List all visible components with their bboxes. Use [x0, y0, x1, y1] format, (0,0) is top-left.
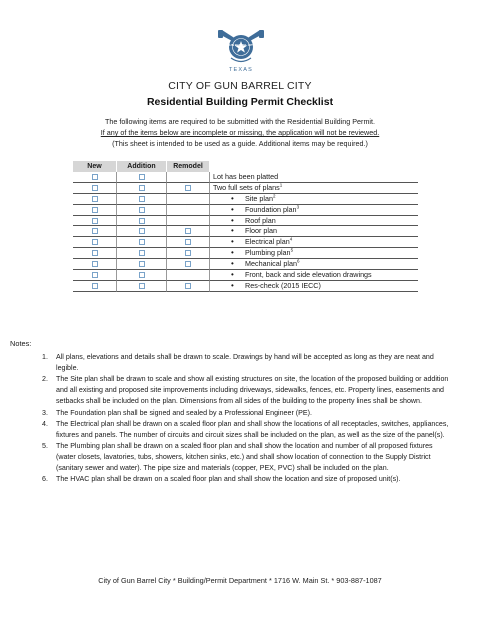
addition-checkbox[interactable] — [139, 239, 145, 245]
item-label: Front, back and side elevation drawings — [245, 270, 372, 280]
col-add-cell — [117, 281, 167, 292]
footnote-ref: 5 — [290, 247, 294, 253]
footnote-ref: 1 — [279, 182, 283, 188]
note-item — [42, 408, 452, 419]
checklist-row — [73, 248, 418, 259]
checklist-item-text — [210, 183, 418, 194]
checklist-item-text — [210, 205, 418, 216]
checklist-row — [73, 194, 418, 205]
addition-checkbox[interactable] — [139, 283, 145, 289]
intro-line-3: (This sheet is intended to be used as a guide. Additional items may be required.) — [112, 139, 368, 149]
new-checkbox[interactable] — [92, 283, 98, 289]
note-text: The Site plan shall be drawn to scale and show all existing structures on site, the location of the proposed building or addition and all existing and proposed site improvements including driveways, sidewalks, fences, etc. Property lines, easements and setbacks shall be included on the plan. Dimensions from all sides of the building to the property lines shall be shown. — [56, 375, 449, 406]
header-addition: Addition — [117, 161, 167, 172]
city-name: CITY OF GUN BARREL CITY — [168, 80, 312, 92]
header-description — [210, 161, 418, 172]
note-number: 6. — [42, 475, 48, 484]
item-label: Floor plan — [245, 226, 277, 236]
new-checkbox[interactable] — [92, 272, 98, 278]
footnote-ref: 3 — [296, 204, 300, 210]
remodel-checkbox[interactable] — [185, 261, 191, 267]
note-number: 2. — [42, 375, 48, 384]
notes-list — [42, 352, 452, 486]
new-checkbox[interactable] — [92, 207, 98, 213]
intro-text — [0, 116, 480, 150]
col-new-cell — [73, 194, 117, 205]
new-checkbox[interactable] — [92, 228, 98, 234]
note-number: 1. — [42, 353, 48, 361]
col-rem-cell — [167, 194, 210, 205]
note-text: The Plumbing plan shall be drawn on a scaled floor plan and shall show the location and number of all proposed fixtures (water closets, lavatories, tubs, showers, kitchen sinks, etc.) and shall show location of connection to the Supply District (sanitary sewer and water). The pipe size and materials (copper, PEX, PVC) shall be included on the plan. — [56, 442, 433, 473]
col-rem-cell — [167, 216, 210, 227]
col-new-cell — [73, 237, 117, 248]
checklist-item-text — [210, 172, 418, 183]
addition-checkbox[interactable] — [139, 196, 145, 202]
new-checkbox[interactable] — [92, 174, 98, 180]
item-label: Two full sets of plans — [213, 182, 280, 192]
permit-checklist — [73, 161, 418, 292]
header-new: New — [73, 161, 117, 172]
note-item — [42, 419, 452, 441]
remodel-checkbox[interactable] — [185, 228, 191, 234]
footnote-ref: 4 — [289, 236, 293, 242]
col-rem-cell — [167, 205, 210, 216]
addition-checkbox[interactable] — [139, 250, 145, 256]
col-add-cell — [117, 216, 167, 227]
checklist-item-text — [210, 281, 418, 292]
item-label: Mechanical plan — [245, 259, 297, 269]
note-number: 4. — [42, 419, 48, 428]
addition-checkbox[interactable] — [139, 218, 145, 224]
checklist-row — [73, 259, 418, 270]
intro-line-2: If any of the items below are incomplete or missing, the application will not be reviewed. — [100, 128, 380, 138]
new-checkbox[interactable] — [92, 185, 98, 191]
item-label: Roof plan — [245, 215, 276, 225]
checklist-item-text — [210, 194, 418, 205]
item-label: Electrical plan — [245, 237, 290, 247]
remodel-checkbox[interactable] — [185, 239, 191, 245]
checklist-row — [73, 216, 418, 227]
col-add-cell — [117, 205, 167, 216]
svg-text:TEXAS: TEXAS — [228, 67, 254, 73]
new-checkbox[interactable] — [92, 250, 98, 256]
checklist-rows — [73, 172, 418, 292]
checklist-row — [73, 205, 418, 216]
note-text: The HVAC plan shall be drawn on a scaled floor plan and shall show the location and size of proposed unit(s). — [56, 475, 401, 484]
remodel-checkbox[interactable] — [185, 185, 191, 191]
addition-checkbox[interactable] — [139, 185, 145, 191]
col-rem-cell — [167, 237, 210, 248]
intro-line-1: The following items are required to be submitted with the Residential Building Permit. — [104, 117, 376, 126]
footer-contact: City of Gun Barrel City * Building/Permit Department * 1716 W. Main St. * 903-887-1087 — [98, 576, 382, 585]
addition-checkbox[interactable] — [139, 261, 145, 267]
checklist-row — [73, 226, 418, 237]
item-label: Foundation plan — [245, 204, 297, 214]
col-add-cell — [117, 270, 167, 281]
col-rem-cell — [167, 270, 210, 281]
col-rem-cell — [167, 226, 210, 237]
item-label: Lot has been platted — [213, 172, 279, 181]
col-new-cell — [73, 259, 117, 270]
col-new-cell — [73, 281, 117, 292]
city-seal-icon — [216, 20, 266, 76]
note-item — [42, 352, 452, 374]
header-remodel: Remodel — [167, 161, 210, 172]
note-text: The Electrical plan shall be drawn on a scaled floor plan and shall show the locations of all receptacles, switches, appliances, fixtures and panels. The number of circuits and circuit sizes shall be included on the plan, as well as the size of the panel(s). — [56, 419, 449, 439]
col-rem-cell — [167, 281, 210, 292]
col-add-cell — [117, 194, 167, 205]
checklist-row — [73, 281, 418, 292]
checklist-row — [73, 270, 418, 281]
col-new-cell — [73, 226, 117, 237]
col-rem-cell — [167, 172, 210, 183]
logo-text-top: GUN BARREL CITY — [227, 43, 255, 47]
footnote-ref: 2 — [272, 193, 276, 199]
note-text: All plans, elevations and details shall be drawn to scale. Drawings by hand will be accepted as long as they are neat and legible. — [56, 353, 434, 372]
checklist-header — [73, 161, 418, 172]
col-new-cell — [73, 205, 117, 216]
col-new-cell — [73, 216, 117, 227]
col-add-cell — [117, 226, 167, 237]
col-rem-cell — [167, 259, 210, 270]
remodel-checkbox[interactable] — [185, 283, 191, 289]
addition-checkbox[interactable] — [139, 174, 145, 180]
note-item — [42, 441, 452, 474]
notes-label: Notes: — [10, 339, 32, 348]
checklist-row — [73, 183, 418, 194]
note-number: 3. — [42, 408, 48, 417]
col-add-cell — [117, 172, 167, 183]
checklist-item-text — [210, 270, 418, 281]
checklist-item-text — [210, 259, 418, 270]
checklist-item-text — [210, 226, 418, 237]
col-new-cell — [73, 270, 117, 281]
addition-checkbox[interactable] — [139, 228, 145, 234]
col-new-cell — [73, 172, 117, 183]
col-add-cell — [117, 183, 167, 194]
city-logo — [216, 20, 266, 76]
note-number: 5. — [42, 442, 48, 451]
note-item — [42, 374, 452, 407]
checklist-row — [73, 172, 418, 183]
addition-checkbox[interactable] — [139, 272, 145, 278]
checklist-item-text — [210, 237, 418, 248]
note-text: The Foundation plan shall be signed and sealed by a Professional Engineer (PE). — [56, 408, 312, 417]
item-label: Res-check (2015 IECC) — [245, 280, 321, 290]
col-add-cell — [117, 248, 167, 259]
new-checkbox[interactable] — [92, 196, 98, 202]
col-new-cell — [73, 248, 117, 259]
new-checkbox[interactable] — [92, 218, 98, 224]
col-new-cell — [73, 183, 117, 194]
footnote-ref: 6 — [296, 258, 300, 264]
new-checkbox[interactable] — [92, 239, 98, 245]
col-add-cell — [117, 259, 167, 270]
checklist-item-text — [210, 248, 418, 259]
col-rem-cell — [167, 248, 210, 259]
checklist-row — [73, 237, 418, 248]
checklist-item-text — [210, 216, 418, 227]
addition-checkbox[interactable] — [139, 207, 145, 213]
note-item — [42, 474, 452, 485]
page-title: Residential Building Permit Checklist — [146, 96, 334, 108]
new-checkbox[interactable] — [92, 261, 98, 267]
item-label: Plumbing plan — [245, 248, 291, 258]
remodel-checkbox[interactable] — [185, 250, 191, 256]
col-rem-cell — [167, 183, 210, 194]
item-label: Site plan — [245, 193, 273, 203]
col-add-cell — [117, 237, 167, 248]
